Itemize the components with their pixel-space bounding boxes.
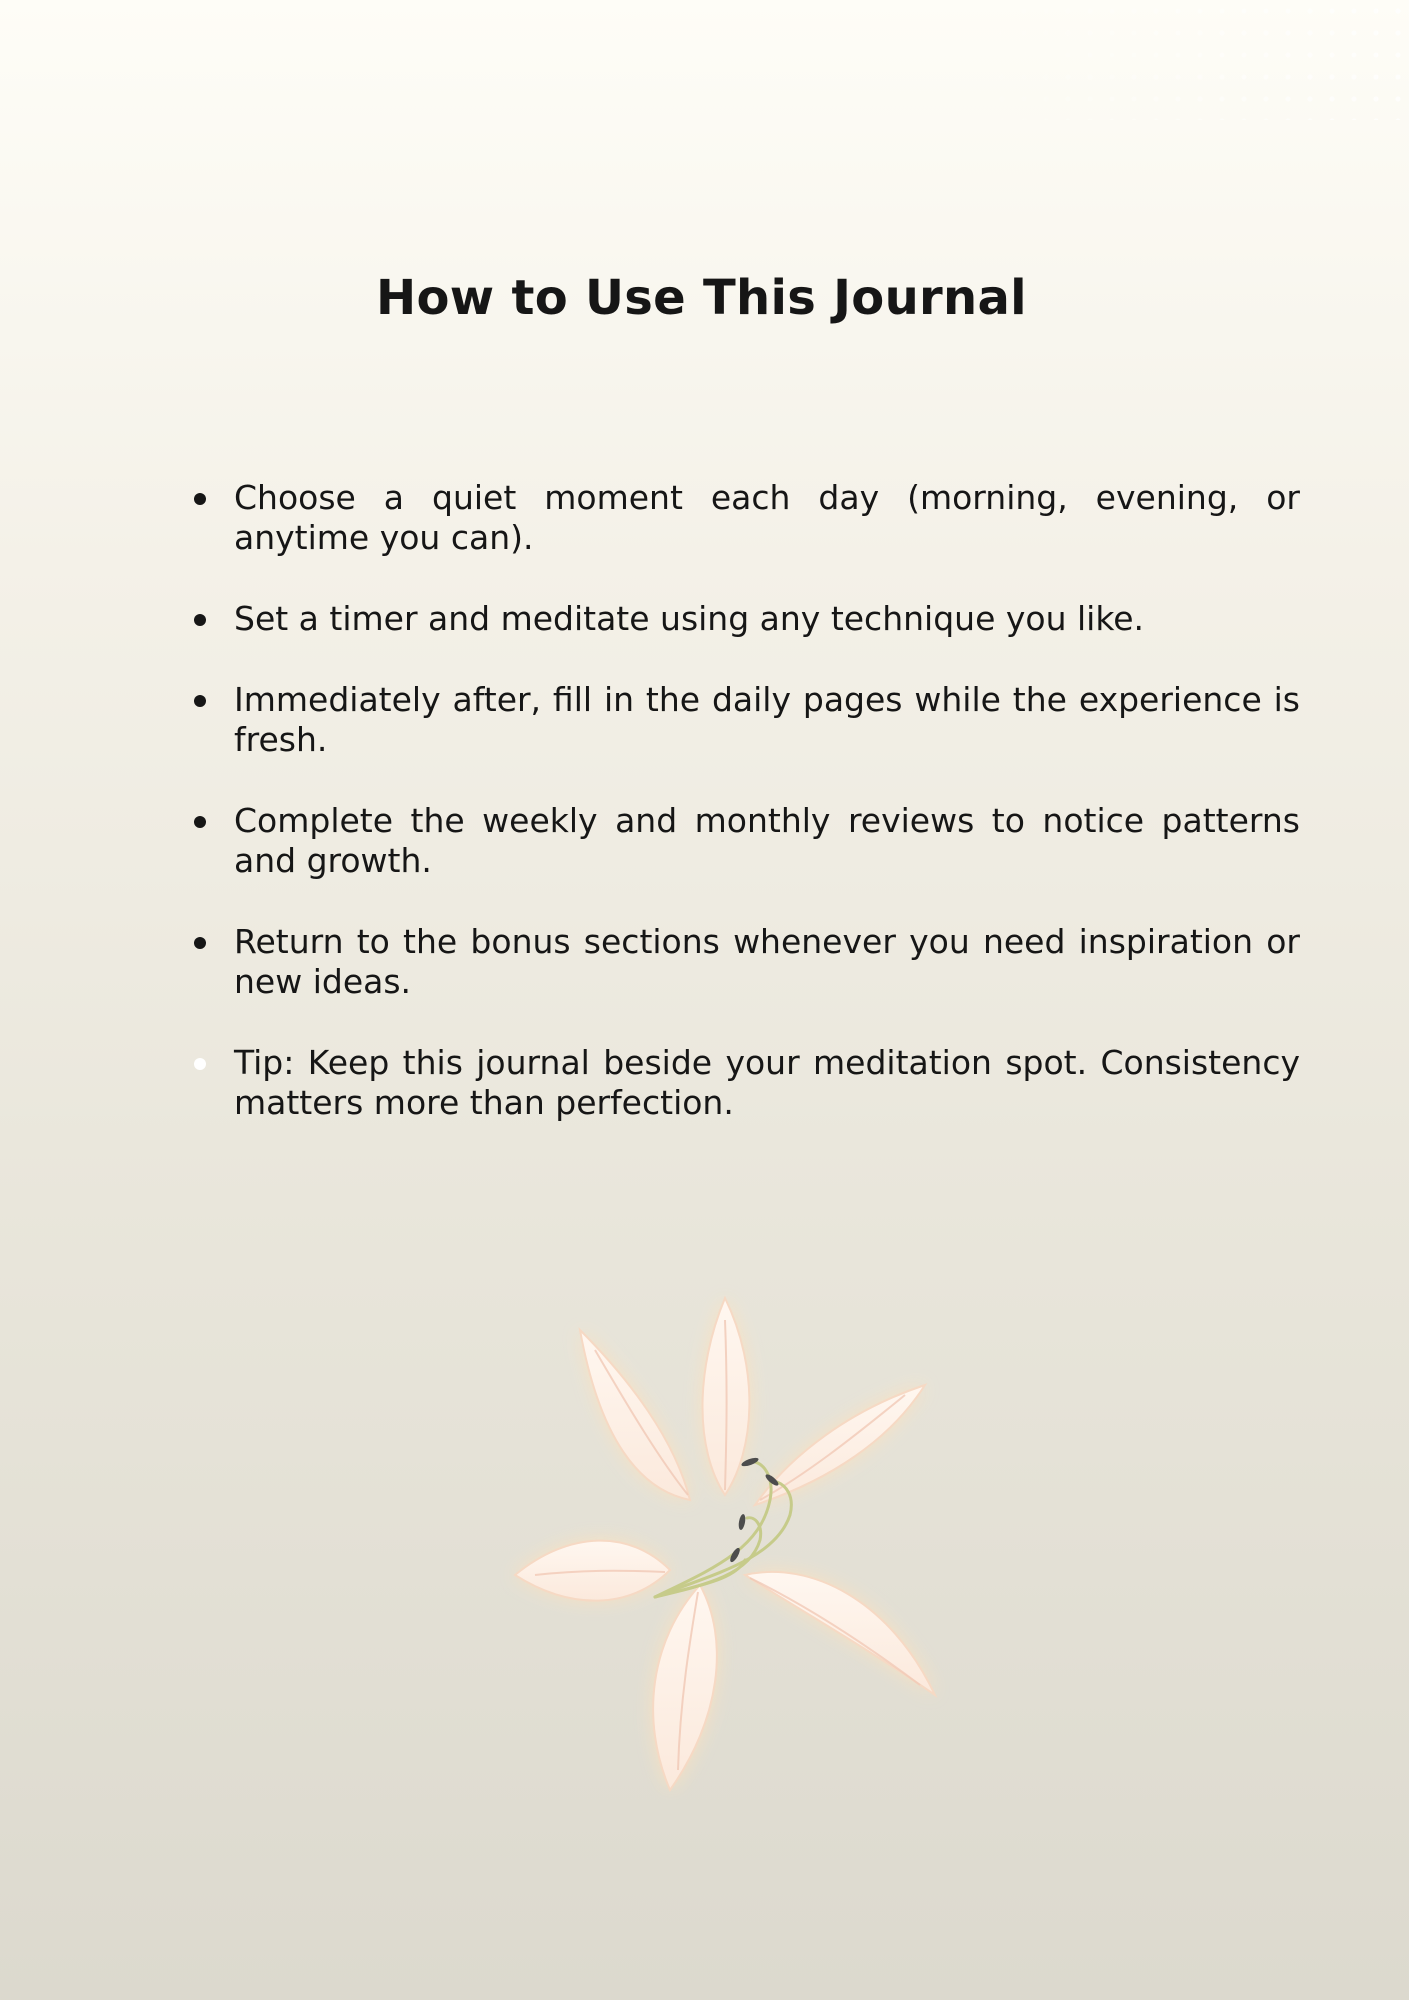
bullet-icon [194,695,206,707]
list-item-text: Return to the bonus sections whenever you need inspiration or new ideas. [234,922,1300,1001]
list-item-text: Complete the weekly and monthly reviews to notice patterns and growth. [234,801,1300,880]
list-item [186,478,1300,558]
bullet-icon [194,1058,206,1070]
tip-item [186,1043,1300,1123]
list-item-text: Immediately after, fill in the daily pages while the experience is fresh. [234,680,1300,759]
list-item [186,680,1300,760]
dot-pattern-icon [969,0,1409,120]
bullet-icon [194,614,206,626]
bullet-icon [194,816,206,828]
lily-flower-icon [500,1270,980,1810]
list-item [186,599,1300,639]
list-item [186,801,1300,881]
instruction-list [186,478,1300,1164]
bullet-icon [194,937,206,949]
tip-text: Tip: Keep this journal beside your meditation spot. Consistency matters more than perfection. [234,1043,1300,1122]
list-item-text: Choose a quiet moment each day (morning, evening, or anytime you can). [234,478,1300,557]
page-title: How to Use This Journal [376,270,1027,326]
list-item [186,922,1300,1002]
bullet-icon [194,493,206,505]
list-item-text: Set a timer and meditate using any technique you like. [234,599,1145,638]
